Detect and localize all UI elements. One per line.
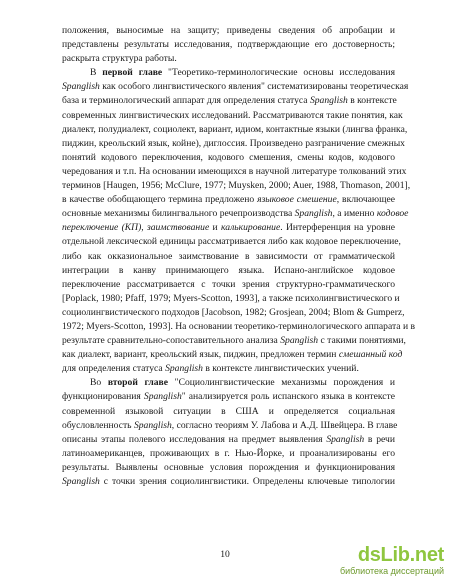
text-segment: с точки зрения социолингвистики. Определены ключевые типологии (99, 476, 395, 487)
text-segment: чередования и т.п. На основании имеющихся в научной литературе толкований этих (62, 165, 407, 177)
watermark-subtitle: библиотека диссертаций (339, 566, 444, 576)
text-line (62, 475, 395, 489)
text-segment: в контексте лингвистических учений. (202, 363, 359, 375)
text-segment: результате сравнительно-сопоставительного анализа (62, 335, 281, 347)
text-segment: "Социолингвистические механизмы порождения и (168, 377, 395, 389)
text-segment: Во (90, 377, 108, 389)
text-line (62, 165, 407, 179)
text-line (62, 433, 395, 447)
text-line (62, 278, 395, 292)
text-line (62, 151, 395, 165)
italic-text: Spanglish (143, 391, 182, 403)
watermark-logo: dsLib.net (357, 544, 444, 566)
text-line (62, 137, 405, 151)
text-line (62, 24, 395, 38)
text-segment: диалект, полудиалект, социолект, вариант, идиом, контактные языки (лингва франка, (62, 123, 408, 135)
text-segment: в контексте (347, 95, 397, 107)
text-segment: В (90, 67, 103, 79)
italic-text: Spanglish (165, 363, 203, 375)
text-line (62, 250, 395, 264)
italic-text: Spanglish (309, 95, 348, 107)
italic-text: Spanglish (326, 433, 365, 445)
text-segment: латиноамериканцев, проживающих в г. Нью-Йорке, и проанализированы его (62, 447, 395, 459)
italic-text: языковое смешение (257, 194, 337, 206)
text-segment: . Интерференция на уровне (280, 222, 395, 234)
text-line (62, 80, 409, 94)
text-segment: 1972; Myers-Scotton, 1993]. На основании теоретико-терминологического аппарата и в (62, 320, 416, 332)
text-segment: в речи (364, 433, 395, 445)
italic-text: Spanglish (280, 335, 319, 347)
text-segment: как особого лингвистического явления" систематизированы теоретическая (99, 81, 409, 93)
italic-text: калькирование (221, 222, 281, 234)
text-line (62, 461, 395, 475)
text-segment: положения, выносимые на защиту; приведены сведения об апробации и (62, 25, 395, 36)
text-line (62, 207, 409, 221)
text-segment: с такими понятиями, (318, 335, 406, 347)
text-line (62, 405, 395, 419)
italic-text: кодовое (376, 208, 409, 220)
text-segment: функционирования (62, 391, 144, 403)
text-line (62, 235, 401, 249)
text-line (62, 179, 411, 193)
text-segment: либо как окказиональное заимствование в зависимости от грамматической (62, 250, 395, 262)
text-segment: современных лингвистических исследований. Рассматриваются такие понятия, как (62, 109, 403, 121)
italic-text: Spanglish (133, 419, 172, 431)
bold-text: второй главе (107, 377, 168, 389)
text-line (62, 320, 416, 334)
text-segment: социолингвистического подходов [Jacobson, 1982; Grosjean, 2004; Blom & Gumperz, (62, 306, 405, 318)
text-line (62, 38, 395, 52)
text-segment: и (209, 222, 222, 234)
text-segment: [Poplack, 1980; Pfaff, 1979; Myers-Scotton, 1993], а также психолингвистического и (62, 292, 400, 304)
text-line (62, 306, 405, 320)
text-segment: "Теоретико-терминологические основы исследования (162, 67, 395, 79)
text-line (62, 221, 395, 235)
text-segment: результаты. Выявлены основные условия порождения и функционирования (62, 461, 395, 473)
text-line (62, 390, 395, 404)
italic-text: Spanglish (62, 81, 100, 93)
text-segment: обусловленность (62, 419, 134, 431)
italic-text: смешанный код (338, 349, 403, 361)
text-segment: представлены результаты исследования, подтверждающие его достоверность; (62, 39, 395, 51)
text-line (62, 264, 395, 278)
text-line (62, 292, 400, 306)
watermark (324, 544, 444, 578)
text-segment: как диалект, вариант, креольский язык, пиджин, предложен термин (62, 349, 339, 361)
text-segment: база и терминологический аппарат для определения статуса (62, 95, 310, 107)
text-segment: отдельной лексической единицы рассматривается либо как кодовое переключение, (62, 236, 401, 248)
text-line (62, 123, 408, 137)
text-line (62, 447, 395, 461)
text-segment: основные механизмы билингвального речепроизводства (62, 208, 295, 220)
text-segment: переключение рассматривается с точки зрения структурно-грамматического (62, 278, 395, 290)
text-segment: терминов [Haugen, 1956; McClure, 1977; Muysken, 2000; Auer, 1988, Thomason, 2001], (62, 180, 411, 192)
text-segment: , включающее (336, 194, 395, 206)
italic-text: Spanglish (62, 476, 100, 487)
text-segment: , а именно (332, 208, 377, 220)
italic-text: Spanglish (294, 208, 333, 220)
italic-text: переключение (КП), заимствование (62, 222, 210, 234)
text-line (62, 193, 395, 207)
text-line (62, 94, 395, 108)
text-line (62, 362, 395, 376)
text-line (62, 66, 395, 80)
text-segment: интеграции в канву принимающего языка. Испано-английское кодовое (62, 264, 395, 276)
body-text (62, 24, 416, 489)
text-segment: в качестве обобщающего термина предложено (62, 194, 258, 206)
text-line (62, 334, 406, 348)
text-segment: " анализируется роль испанского языка в контексте (181, 391, 395, 403)
bold-text: первой главе (102, 67, 163, 79)
text-segment: понятий кодового переключения, кодового смешения, смены кодов, кодового (62, 151, 395, 163)
text-line (62, 109, 403, 123)
text-segment: раскрыта структура работы. (62, 53, 177, 65)
text-line (62, 348, 403, 362)
text-line (62, 52, 395, 66)
text-line (62, 419, 398, 433)
text-segment: , согласно теориям У. Лабова и А.Д. Швейцера. В главе (171, 419, 398, 431)
text-segment: пиджин, креольский язык, койне), диглоссия. Произведено разграничение смежных (62, 137, 405, 149)
text-segment: современной языковой ситуации в США и определяется социальная (62, 405, 395, 417)
text-segment: описаны этапы полевого исследования на предмет выявления (62, 433, 327, 445)
text-line (62, 376, 395, 390)
text-segment: для определения статуса (62, 363, 166, 375)
page-number: 10 (220, 549, 230, 560)
